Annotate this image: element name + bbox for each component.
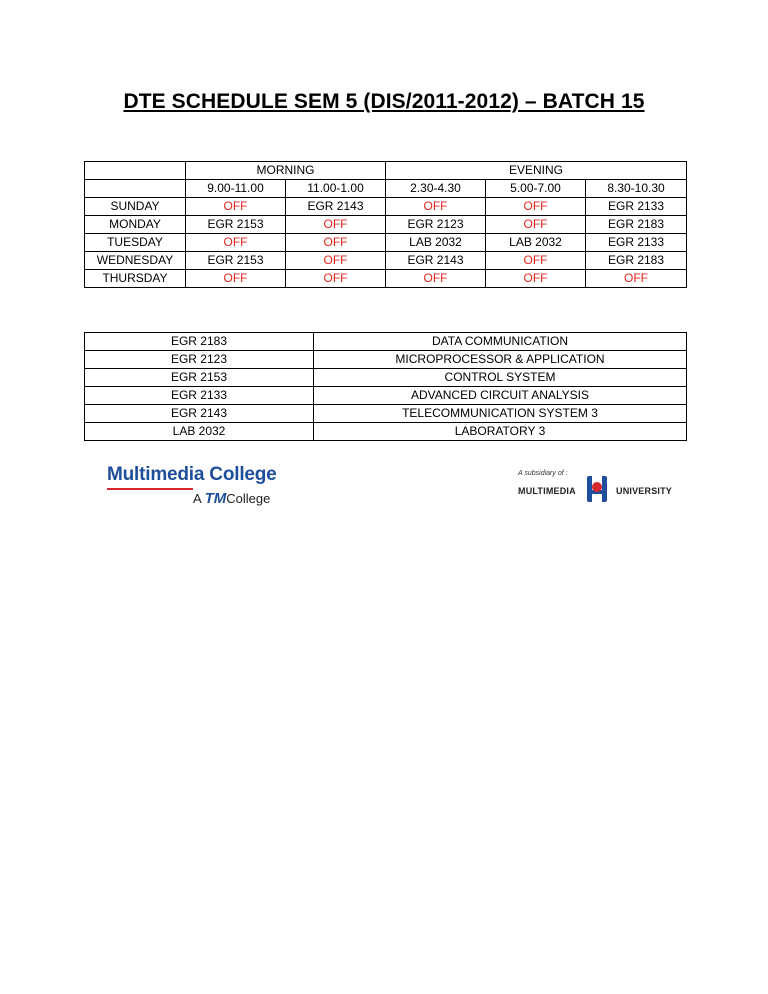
schedule-row (85, 216, 687, 234)
day-label: TUESDAY (85, 234, 186, 252)
day-label: THURSDAY (85, 270, 186, 288)
course-row (85, 333, 687, 351)
course-name: CONTROL SYSTEM (314, 369, 687, 387)
schedule-row (85, 198, 687, 216)
schedule-cell: EGR 2153 (186, 252, 286, 270)
schedule-group-row (85, 162, 687, 180)
course-code: EGR 2183 (85, 333, 314, 351)
course-name: ADVANCED CIRCUIT ANALYSIS (314, 387, 687, 405)
course-name: DATA COMMUNICATION (314, 333, 687, 351)
course-code: EGR 2133 (85, 387, 314, 405)
schedule-cell: OFF (286, 252, 386, 270)
course-row (85, 405, 687, 423)
time-slot: 2.30-4.30 (386, 180, 486, 198)
schedule-cell: LAB 2032 (486, 234, 586, 252)
schedule-cell: EGR 2143 (386, 252, 486, 270)
multimedia-college-logo (107, 464, 307, 510)
group-evening: EVENING (386, 162, 687, 180)
course-row (85, 351, 687, 369)
logo-underline (107, 488, 193, 490)
tm-brand: TM (204, 490, 227, 507)
group-morning: MORNING (186, 162, 386, 180)
schedule-cell: OFF (286, 216, 386, 234)
course-row (85, 369, 687, 387)
schedule-cell: OFF (586, 270, 687, 288)
course-name: MICROPROCESSOR & APPLICATION (314, 351, 687, 369)
schedule-cell: EGR 2183 (586, 252, 687, 270)
schedule-cell: EGR 2143 (286, 198, 386, 216)
college-name: Multimedia College (107, 464, 277, 485)
time-slot: 8.30-10.30 (586, 180, 687, 198)
schedule-row (85, 234, 687, 252)
mmu-left-text: MULTIMEDIA (518, 486, 576, 496)
schedule-cell: OFF (386, 198, 486, 216)
course-code: EGR 2143 (85, 405, 314, 423)
course-row (85, 423, 687, 441)
course-name: LABORATORY 3 (314, 423, 687, 441)
mmu-logo (515, 470, 675, 506)
mmu-emblem-icon (583, 474, 611, 504)
day-label: MONDAY (85, 216, 186, 234)
schedule-cell: OFF (486, 270, 586, 288)
time-slot: 9.00-11.00 (186, 180, 286, 198)
corner-cell (85, 180, 186, 198)
schedule-time-row (85, 180, 687, 198)
schedule-row (85, 252, 687, 270)
schedule-cell: OFF (486, 216, 586, 234)
schedule-cell: LAB 2032 (386, 234, 486, 252)
schedule-cell: OFF (486, 252, 586, 270)
course-code: EGR 2123 (85, 351, 314, 369)
schedule-cell: EGR 2123 (386, 216, 486, 234)
college-subtitle: A TMCollege (193, 490, 271, 507)
schedule-cell: EGR 2153 (186, 216, 286, 234)
schedule-cell: OFF (286, 270, 386, 288)
time-slot: 11.00-1.00 (286, 180, 386, 198)
schedule-table (84, 161, 687, 288)
mmu-right-text: UNIVERSITY (616, 486, 673, 496)
day-label: WEDNESDAY (85, 252, 186, 270)
corner-cell (85, 162, 186, 180)
course-name: TELECOMMUNICATION SYSTEM 3 (314, 405, 687, 423)
schedule-cell: OFF (286, 234, 386, 252)
schedule-cell: OFF (486, 198, 586, 216)
schedule-cell: OFF (186, 270, 286, 288)
schedule-cell: EGR 2183 (586, 216, 687, 234)
schedule-cell: EGR 2133 (586, 234, 687, 252)
page-title: DTE SCHEDULE SEM 5 (DIS/2011-2012) – BATCH 15 (123, 90, 645, 113)
day-label: SUNDAY (85, 198, 186, 216)
schedule-cell: OFF (186, 234, 286, 252)
course-code: LAB 2032 (85, 423, 314, 441)
schedule-cell: OFF (186, 198, 286, 216)
time-slot: 5.00-7.00 (486, 180, 586, 198)
schedule-row (85, 270, 687, 288)
course-table (84, 332, 687, 441)
course-code: EGR 2153 (85, 369, 314, 387)
mmu-tagline: A subsidiary of : (518, 470, 568, 477)
schedule-cell: OFF (386, 270, 486, 288)
schedule-cell: EGR 2133 (586, 198, 687, 216)
course-row (85, 387, 687, 405)
